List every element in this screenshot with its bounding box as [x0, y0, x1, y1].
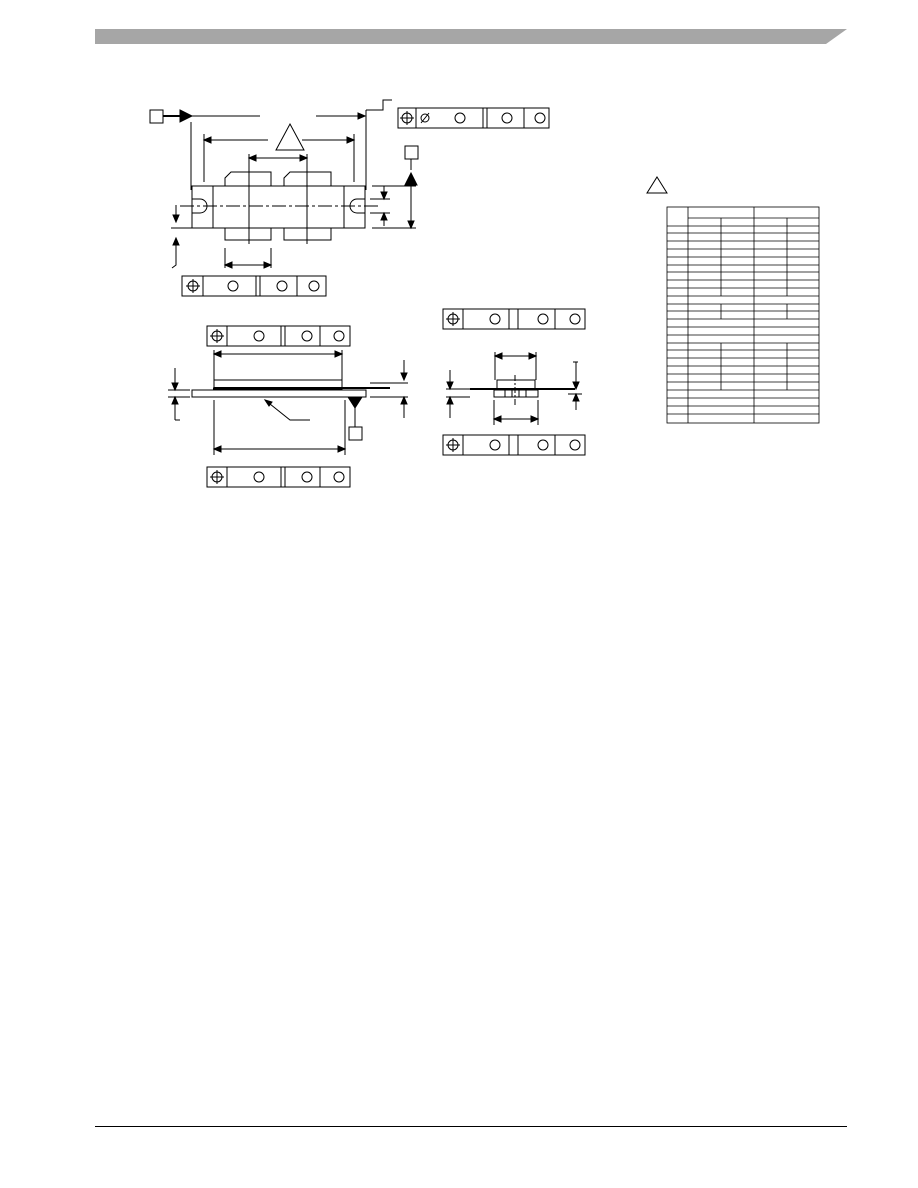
datum-flag-icon — [180, 110, 192, 122]
footer-rule — [95, 1126, 847, 1127]
side-view — [168, 326, 408, 487]
datum-flag-icon — [405, 173, 417, 185]
datum-box-top-left — [150, 110, 163, 123]
dimension-table — [647, 177, 819, 423]
datum-flag-icon — [348, 397, 362, 408]
modifier-circle-icon — [502, 113, 512, 123]
flange-body — [192, 186, 365, 228]
note-triangle-icon — [276, 124, 304, 150]
end-view — [443, 309, 585, 455]
modifier-circle-icon — [535, 113, 545, 123]
note-triangle-icon — [647, 177, 667, 193]
fcf-top-right — [398, 108, 549, 128]
fcf-top-bottom — [182, 276, 326, 296]
top-view — [150, 100, 418, 268]
datum-box-bottom — [349, 427, 362, 440]
modifier-circle-icon — [455, 113, 465, 123]
datum-box-right — [405, 146, 418, 159]
